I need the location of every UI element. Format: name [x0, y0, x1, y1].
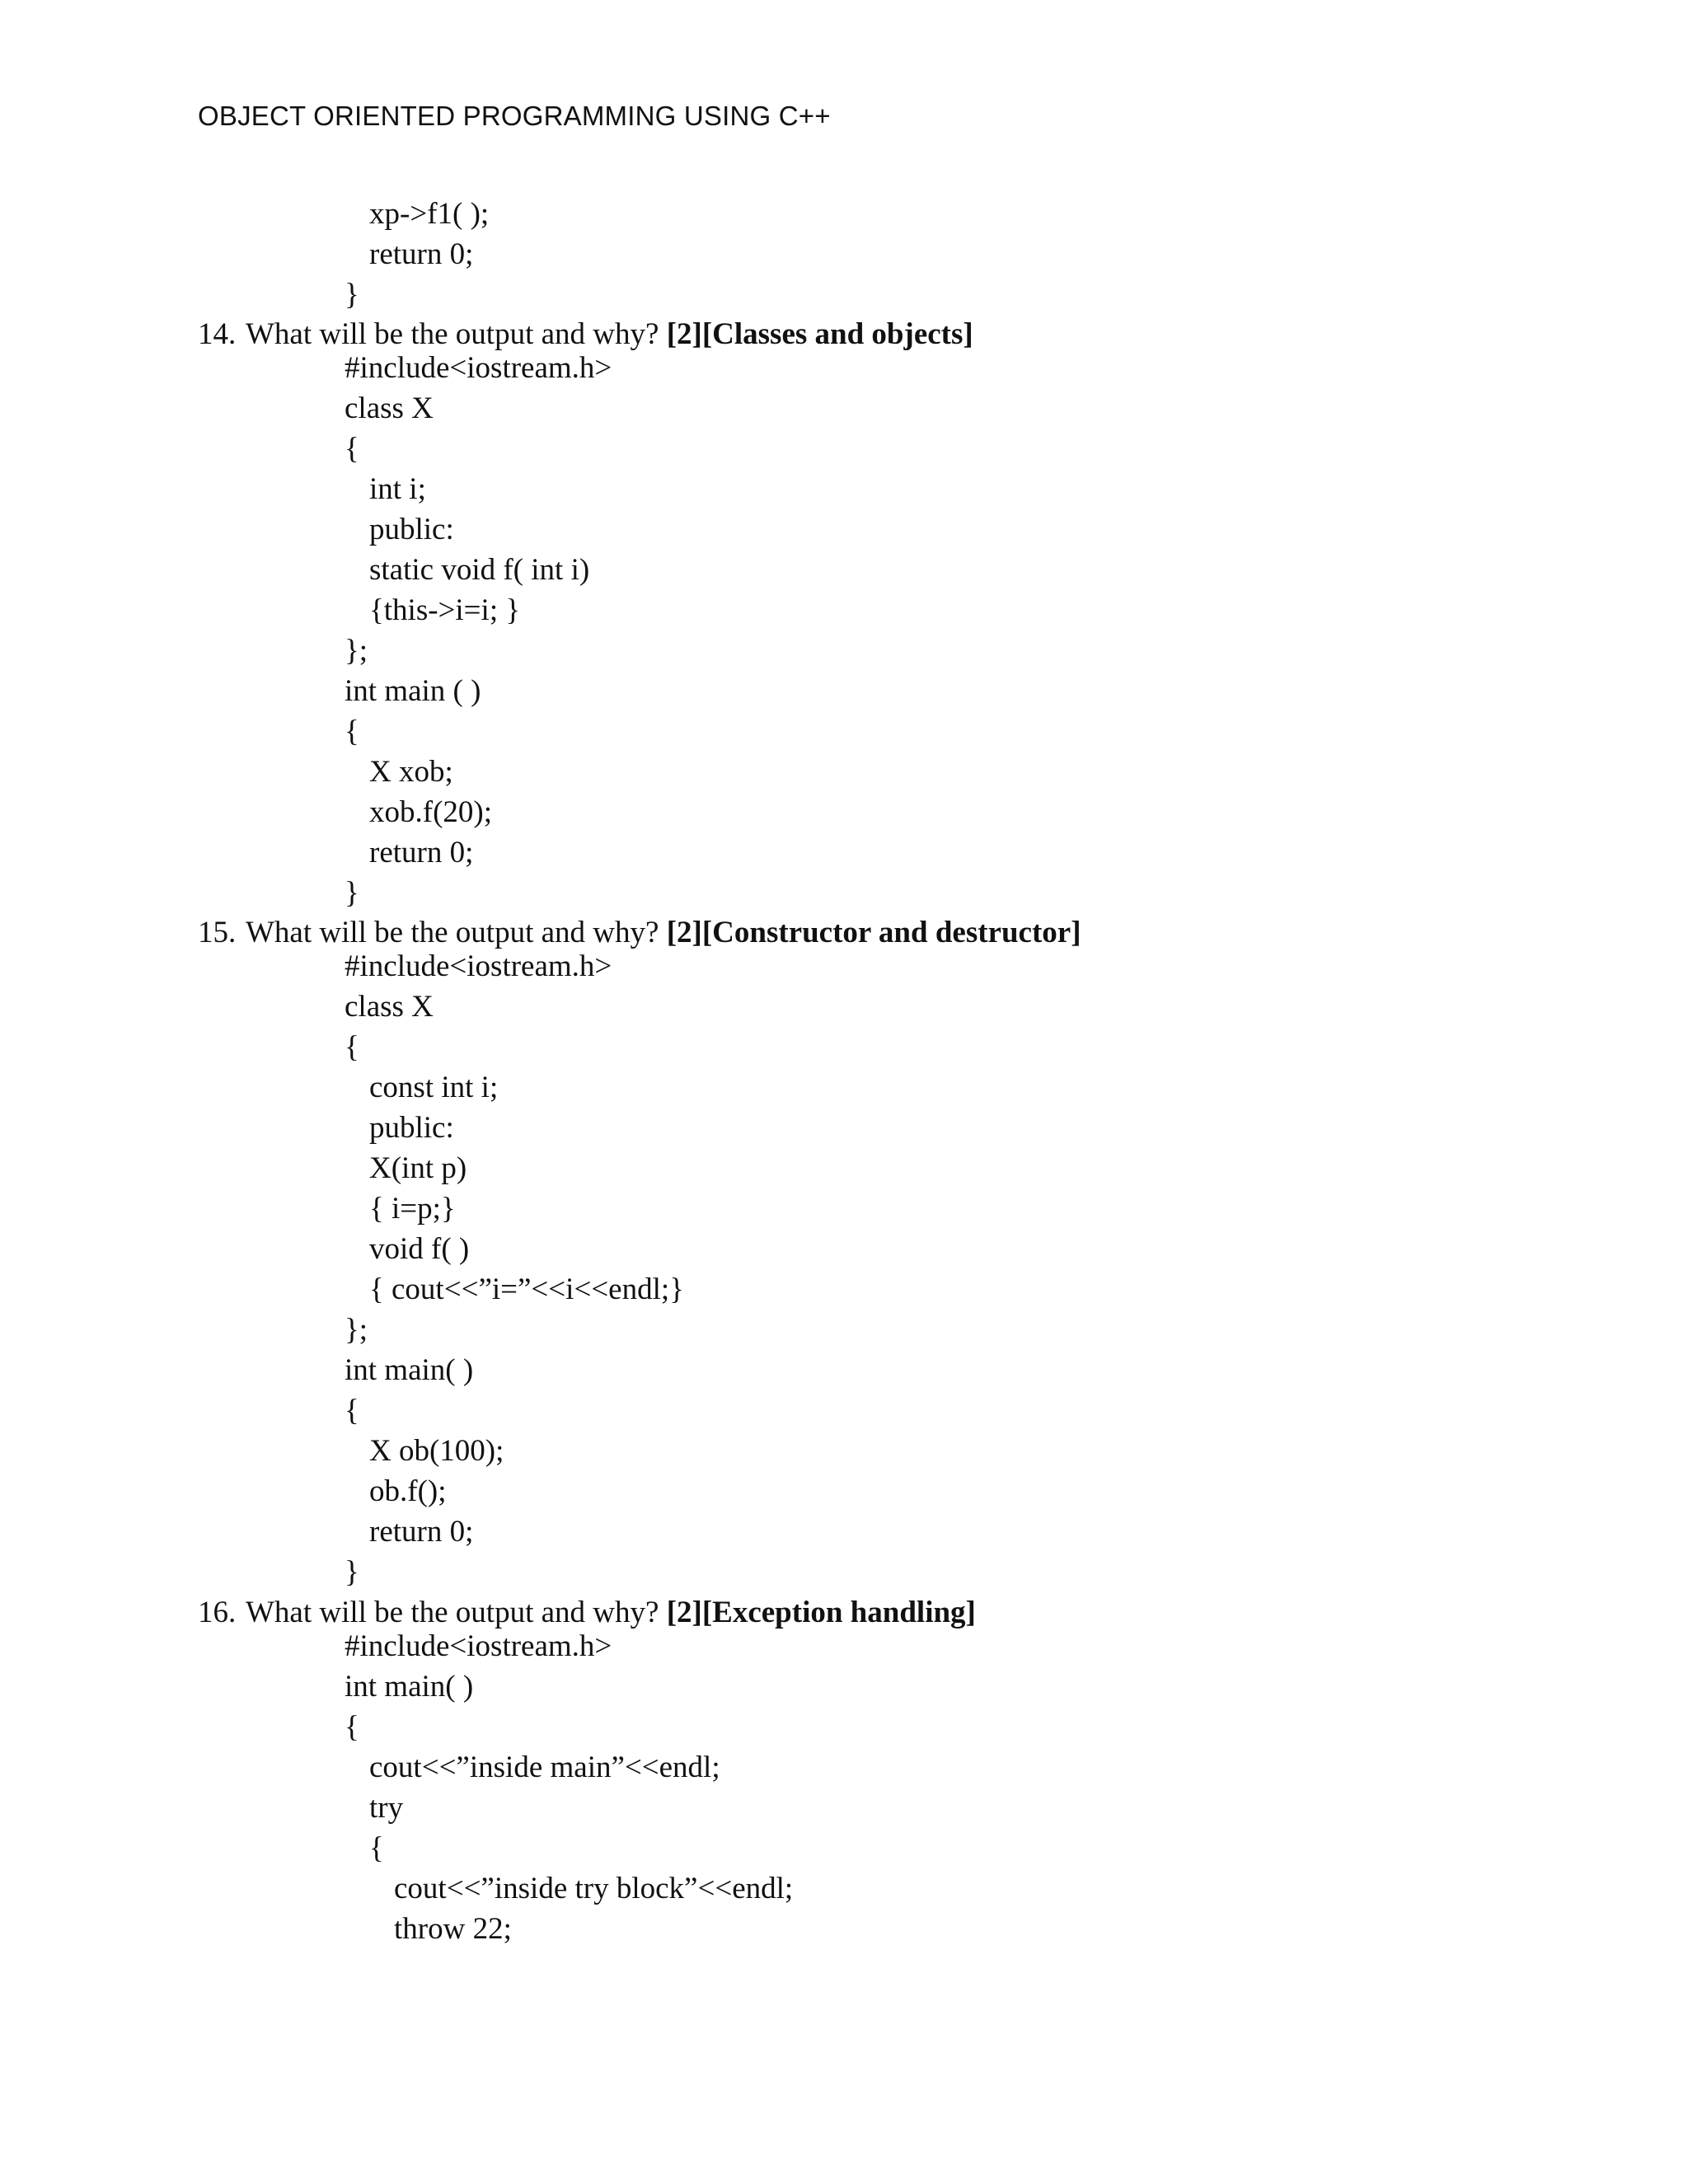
code-line: cout<<”inside try block”<<endl;: [394, 1872, 794, 1905]
code-line: {: [369, 1831, 384, 1865]
code-line: }: [345, 1555, 359, 1589]
code-line: X ob(100);: [369, 1434, 504, 1468]
code-line: X xob;: [369, 755, 453, 789]
code-line: int main( ): [345, 1353, 474, 1387]
code-line: {: [345, 1030, 359, 1064]
code-line: class X: [345, 990, 434, 1024]
code-line: {: [345, 1394, 359, 1427]
question-text: What will be the output and why?: [246, 317, 659, 351]
code-line: {this->i=i; }: [369, 593, 521, 627]
code-line: { cout<<”i=”<<i<<endl;}: [369, 1272, 684, 1306]
question-tag: [2][Constructor and destructor]: [666, 916, 1081, 949]
question-number: 16.: [198, 1596, 237, 1629]
code-line: return 0;: [369, 237, 474, 271]
question-number: 15.: [198, 916, 237, 949]
code-line: const int i;: [369, 1071, 499, 1104]
code-line: { i=p;}: [369, 1192, 456, 1226]
code-line: X(int p): [369, 1151, 467, 1185]
code-line: }: [345, 278, 359, 312]
code-line: {: [345, 715, 359, 748]
code-line: #include<iostream.h>: [345, 1629, 612, 1663]
code-line: xob.f(20);: [369, 795, 492, 829]
code-line: return 0;: [369, 1515, 474, 1549]
code-line: void f( ): [369, 1232, 470, 1266]
code-line: static void f( int i): [369, 553, 590, 587]
question-text: What will be the output and why?: [246, 1596, 659, 1629]
question-tag: [2][Classes and objects]: [666, 317, 973, 351]
code-line: {: [345, 1710, 359, 1744]
code-line: {: [345, 432, 359, 466]
code-line: public:: [369, 1111, 454, 1145]
code-line: }: [345, 876, 359, 910]
question-16-heading: [198, 1595, 976, 1631]
code-line: cout<<”inside main”<<endl;: [369, 1750, 720, 1784]
code-line: #include<iostream.h>: [345, 949, 612, 983]
code-line: public:: [369, 513, 454, 546]
page-header: OBJECT ORIENTED PROGRAMMING USING C++: [198, 101, 831, 131]
code-line: #include<iostream.h>: [345, 351, 612, 385]
question-14-heading: [198, 316, 973, 353]
code-line: ob.f();: [369, 1474, 447, 1508]
question-15-heading: [198, 915, 1081, 951]
code-line: try: [369, 1791, 404, 1825]
code-line: class X: [345, 391, 434, 425]
code-line: int i;: [369, 472, 426, 506]
code-line: xp->f1( );: [369, 197, 490, 231]
question-text: What will be the output and why?: [246, 916, 659, 949]
code-line: throw 22;: [394, 1912, 512, 1946]
code-line: };: [345, 634, 368, 668]
code-line: };: [345, 1313, 368, 1347]
question-number: 14.: [198, 317, 237, 351]
code-line: int main ( ): [345, 674, 481, 708]
code-line: int main( ): [345, 1670, 474, 1704]
question-tag: [2][Exception handling]: [666, 1596, 976, 1629]
code-line: return 0;: [369, 836, 474, 869]
